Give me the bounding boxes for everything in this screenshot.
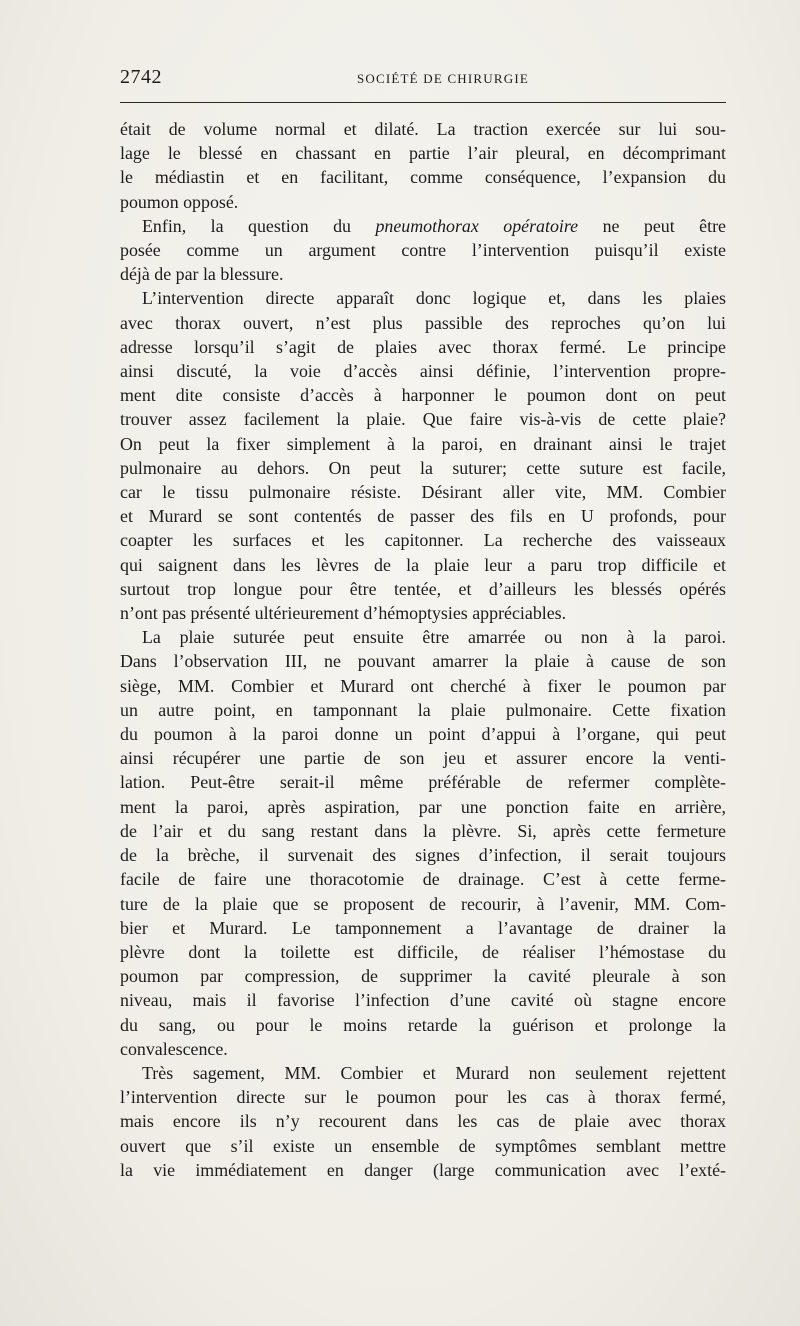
text-line: la vie immédiatement en danger (large communication avec l’exté-: [120, 1159, 726, 1180]
text-line: du sang, ou pour le moins retarde la guérison et prolonge la: [120, 1014, 726, 1035]
text-line: car le tissu pulmonaire résiste. Désirant aller vite, MM. Combier: [120, 482, 726, 503]
header-rule: [120, 102, 726, 103]
text-line: du poumon à la paroi donne un point d’appui à l’organe, qui peut: [120, 724, 726, 745]
text-line: trouver assez facilement la plaie. Que faire vis-à-vis de cette plaie?: [120, 409, 726, 430]
text-line: Dans l’observation III, ne pouvant amarrer la plaie à cause de son: [120, 651, 726, 672]
italic-term: pneumothorax opératoire: [375, 215, 579, 236]
text-line: un autre point, en tamponnant la plaie pulmonaire. Cette fixation: [120, 699, 726, 720]
text-line: ainsi récupérer une partie de son jeu et assurer encore la venti-: [120, 748, 726, 769]
text-line: était de volume normal et dilaté. La traction exercée sur lui sou-: [120, 119, 726, 139]
text-line: [120, 214, 726, 238]
text-line: n’ont pas présenté ultérieurement d’hémoptysies appréciables.: [120, 603, 567, 624]
text-line: facile de faire une thoracotomie de drainage. C’est à cette ferme-: [120, 869, 726, 890]
text-line: siège, MM. Combier et Murard ont cherché à fixer le poumon par: [120, 675, 726, 696]
body-text: [120, 117, 726, 1182]
text-line: ture de la plaie que se proposent de recourir, à l’avenir, MM. Com-: [120, 893, 726, 914]
text-line: lation. Peut-être serait-il même préférable de refermer complète-: [120, 772, 726, 793]
text-line: niveau, mais il favorise l’infection d’une cavité où stagne encore: [120, 990, 726, 1011]
paragraph: [120, 286, 726, 625]
paragraph: [120, 117, 726, 214]
text-line: coapter les surfaces et les capitonner. La recherche des vaisseaux: [120, 530, 726, 551]
text-line: le médiastin et en facilitant, comme conséquence, l’expansion du: [120, 167, 726, 188]
page-number: 2742: [120, 66, 162, 88]
text-line: l’intervention directe sur le poumon pour les cas à thorax fermé,: [120, 1087, 726, 1108]
text-line: de l’air et du sang restant dans la plèvre. Si, après cette fermeture: [120, 820, 726, 841]
text-line: mais encore ils n’y recourent dans les cas de plaie avec thorax: [120, 1111, 726, 1132]
paragraph: [120, 625, 726, 1061]
text-line: et Murard se sont contentés de passer des fils en U profonds, pour: [120, 506, 726, 527]
page-header: [120, 66, 726, 90]
text-line: bier et Murard. Le tamponnement a l’avantage de drainer la: [120, 917, 726, 938]
text-line: pulmonaire au dehors. On peut la suturer; cette suture est facile,: [120, 457, 726, 478]
running-title: SOCIÉTÉ DE CHIRURGIE: [356, 71, 530, 86]
text-line: de la brèche, il survenait des signes d’infection, il serait toujours: [120, 845, 726, 866]
text-line: On peut la fixer simplement à la paroi, en drainant ainsi le trajet: [120, 433, 726, 454]
text-line: avec thorax ouvert, n’est plus passible des reproches qu’on lui: [120, 312, 726, 333]
text-line: La plaie suturée peut ensuite être amarrée ou non à la paroi.: [142, 627, 726, 648]
text-line: plèvre dont la toilette est difficile, de réaliser l’hémostase du: [120, 941, 726, 962]
text-line: poumon par compression, de supprimer la cavité pleurale à son: [120, 966, 726, 987]
text-line: surtout trop longue pour être tentée, et d’ailleurs les blessés opérés: [120, 578, 726, 599]
text-line: ment dite consiste d’accès à harponner le poumon dont on peut: [120, 385, 726, 406]
text-line: ainsi discuté, la voie d’accès ainsi définie, l’intervention propre-: [120, 361, 726, 382]
text-line: posée comme un argument contre l’intervention puisqu’il existe: [120, 240, 726, 261]
text-line: ment la paroi, après aspiration, par une ponction faite en arrière,: [120, 796, 726, 817]
text-line: déjà de par la blessure.: [120, 264, 284, 285]
text-segment: ne peut être: [578, 215, 726, 236]
paragraph: [120, 1061, 726, 1182]
text-line: adresse lorsqu’il s’agit de plaies avec thorax fermé. Le principe: [120, 336, 726, 357]
text-line: convalescence.: [120, 1038, 228, 1059]
text-line: lage le blessé en chassant en partie l’air pleural, en décomprimant: [120, 143, 726, 164]
text-line: qui saignent dans les lèvres de la plaie leur a paru trop difficile et: [120, 554, 726, 575]
text-line: L’intervention directe apparaît donc logique et, dans les plaies: [142, 288, 726, 309]
text-line: Très sagement, MM. Combier et Murard non seulement rejettent: [142, 1062, 726, 1083]
text-line: ouvert que s’il existe un ensemble de symptômes semblant mettre: [120, 1135, 726, 1156]
text-segment: Enfin, la question du: [142, 215, 376, 236]
paragraph: [120, 214, 726, 287]
text-line: poumon opposé.: [120, 191, 239, 212]
